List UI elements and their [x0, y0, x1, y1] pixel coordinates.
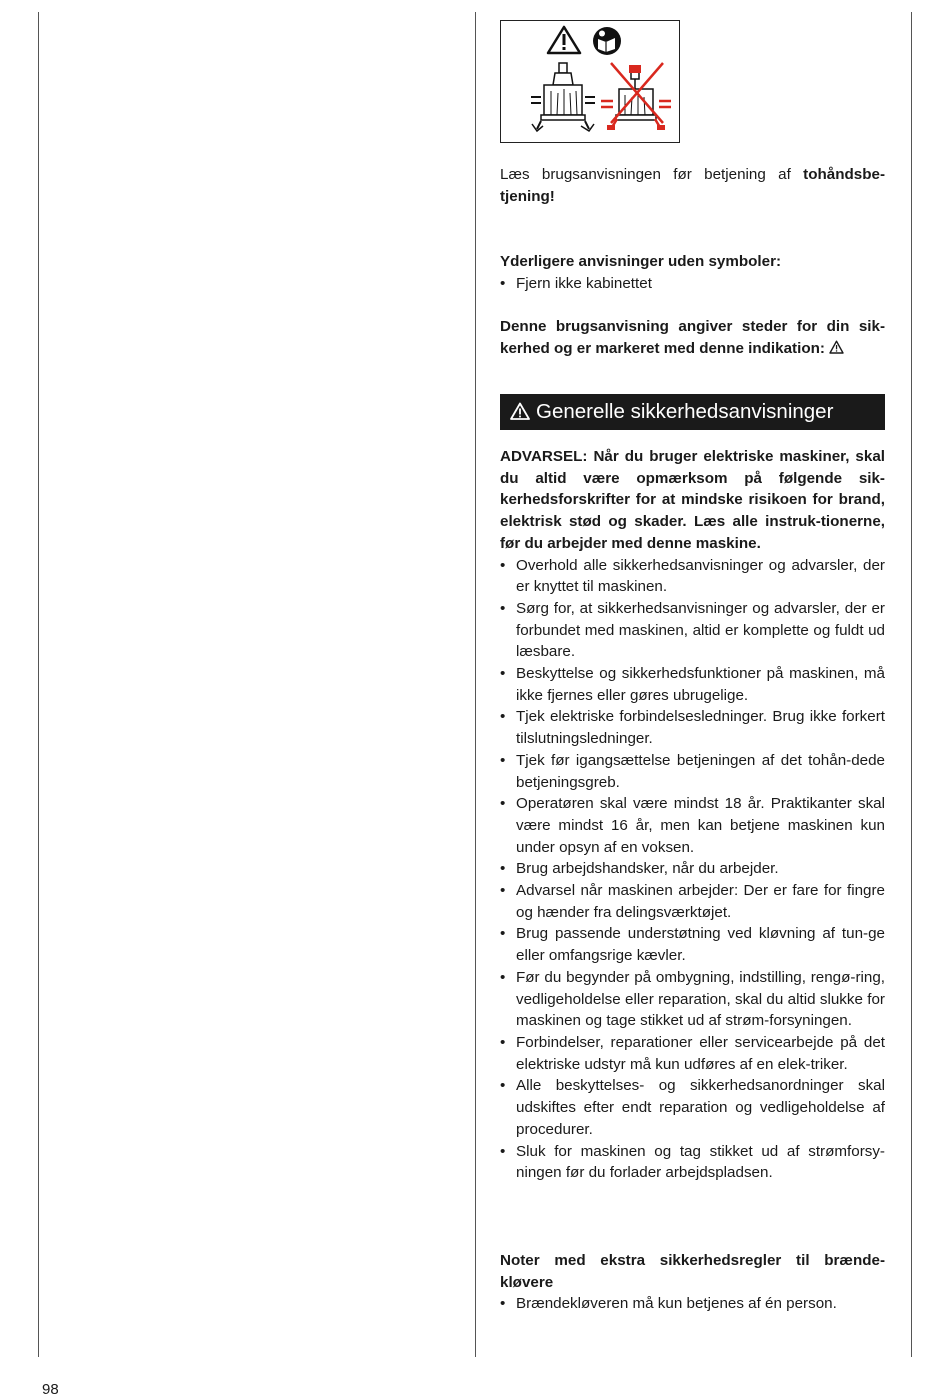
list-item: • Brug passende understøtning ved kløvning af tun-ge eller omfangsrige kævler.: [500, 923, 885, 966]
prohibited-operation-icon: [601, 63, 671, 130]
list-item: • Tjek før igangsættelse betjeningen af det tohån-dede betjeningsgreb.: [500, 750, 885, 793]
section-heading: [500, 394, 885, 430]
warning-paragraph: ADVARSEL: Når du bruger elektriske maskiner, skal du altid være opmærksom på følgende sik-kerhedsforskrifter for at mindske risikoen for brand, elektrisk stød og skader. Læs alle instruk-tionerne, før du arbejder med denne maskine.: [500, 448, 885, 552]
column-rule-left: [38, 12, 39, 1357]
warning-triangle-icon: [510, 402, 530, 420]
marker-note-text: Denne brugsanvisning angiver steder for din sik-kerhed og er markeret med denne indikation:: [500, 318, 885, 357]
safety-pictogram: [500, 20, 680, 143]
column-rule-middle: [475, 12, 476, 1357]
warning-triangle-icon: [829, 340, 844, 354]
list-item: • Alle beskyttelses- og sikkerhedsanordninger skal udskiftes efter endt reparation og vedligeholdelse af procedurer.: [500, 1075, 885, 1140]
marker-note: [500, 316, 885, 359]
list-item: • Tjek elektriske forbindelsesledninger. Brug ikke forkert tilslutningsledninger.: [500, 706, 885, 749]
intro-text: Læs brugsanvisningen før betjening af: [500, 166, 804, 183]
two-hand-operation-icon: [531, 63, 595, 131]
list-item: • Sørg for, at sikkerhedsanvisninger og advarsler, der er forbundet med maskinen, altid er komplette og fuldt ud læsbare.: [500, 598, 885, 663]
list-item: • Overhold alle sikkerhedsanvisninger og advarsler, der er knyttet til maskinen.: [500, 555, 885, 598]
list-item: • Før du begynder på ombygning, indstilling, rengø-ring, vedligeholdelse eller reparation, skal du altid slukke for maskinen og tage stikket ud af strøm-forsyningen.: [500, 967, 885, 1032]
list-item: • Beskyttelse og sikkerhedsfunktioner på maskinen, må ikke fjernes eller gøres ubrugelige.: [500, 663, 885, 706]
list-item: • Sluk for maskinen og tag stikket ud af strømforsy-ningen før du forlader arbejdspladsen.: [500, 1141, 885, 1184]
general-safety-body: [500, 446, 885, 1184]
list-item: • Fjern ikke kabinettet: [500, 273, 885, 295]
warning-triangle-icon: [548, 27, 580, 53]
further-heading: Yderligere anvisninger uden symboler:: [500, 253, 782, 270]
splitter-notes: [500, 1250, 885, 1315]
list-item: • Brændekløveren må kun betjenes af én person.: [500, 1293, 885, 1315]
read-manual-icon: [593, 27, 621, 55]
list-item: • Forbindelser, reparationer eller servicearbejde på det elektriske udstyr må kun udføres af en elek-triker.: [500, 1032, 885, 1075]
section-title: Generelle sikkerhedsanvisninger: [536, 400, 834, 423]
intro-paragraph: [500, 164, 885, 207]
column-rule-right: [911, 12, 912, 1357]
list-item: • Advarsel når maskinen arbejder: Der er fare for fingre og hænder fra delingsværktøjet.: [500, 880, 885, 923]
further-instructions: [500, 251, 885, 294]
page-number: 98: [42, 1381, 59, 1398]
splitter-notes-heading: Noter med ekstra sikkerhedsregler til brænde-kløvere: [500, 1252, 885, 1291]
list-item: • Brug arbejdshandsker, når du arbejder.: [500, 858, 885, 880]
list-item: • Operatøren skal være mindst 18 år. Praktikanter skal være mindst 16 år, men kan betjene maskinen kun under opsyn af en voksen.: [500, 793, 885, 858]
intro-emphasis: tohåndsbe-tjening!: [500, 166, 885, 205]
